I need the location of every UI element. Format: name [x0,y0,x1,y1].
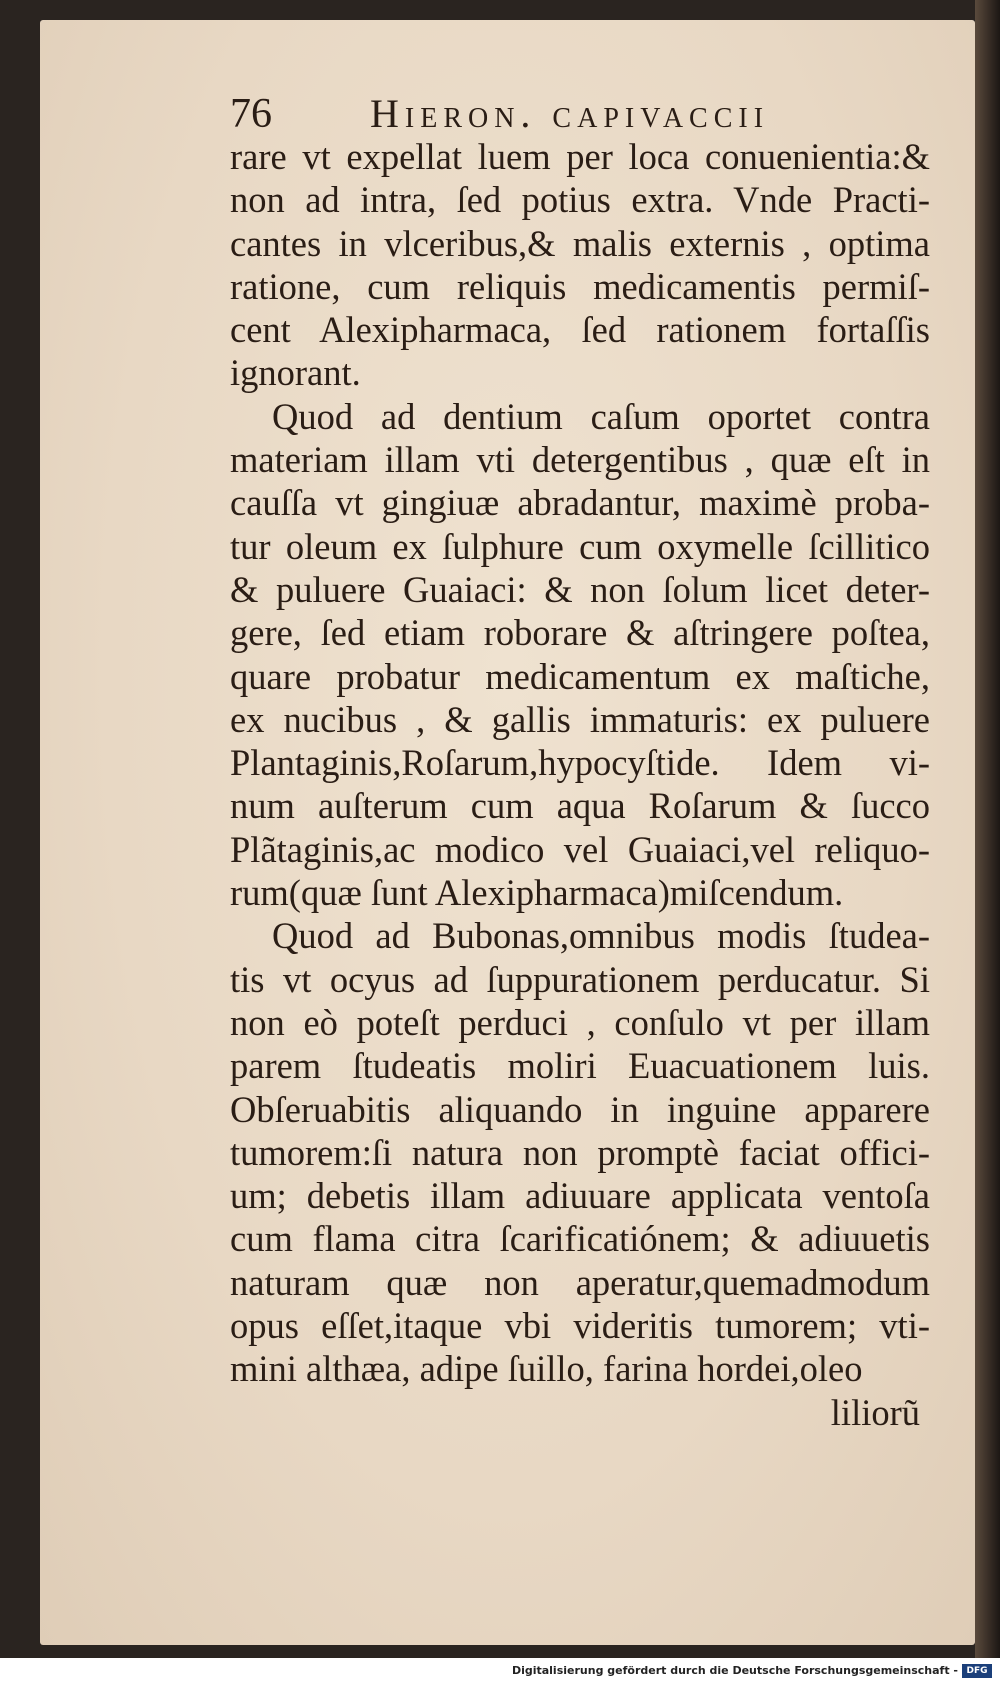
text-line: tis vt ocyus ad ſuppurationem perducatur. Si [230,958,930,1000]
text-line: non ad intra, ſed potius extra. Vnde Practi- [230,179,930,221]
text-line: Plãtaginis,ac modico vel Guaiaci,vel reliquo- [230,828,930,870]
paragraph [230,135,930,395]
text-line: opus eſſet,itaque vbi videritis tumorem; vti- [230,1305,930,1347]
text-line: rum(quæ ſunt Alexipharmaca)miſcendum. [230,872,844,914]
text-line: Quod ad Bubonas,omnibus modis ſtudea- [272,915,930,957]
catchword: liliorũ [830,1391,920,1433]
text-line: parem ſtudeatis moliri Euacuationem luis. [230,1045,930,1087]
text-line: cantes in vlceribus,& malis externis , optima [230,222,930,264]
text-line: & puluere Guaiaci: & non ſolum licet deter- [230,568,930,610]
text-line: Obſeruabitis aliquando in inguine apparere [230,1088,930,1130]
text-line: mini althæa, adipe ſuillo, farina hordei,oleo [230,1348,863,1390]
text-line: ratione, cum reliquis medicamentis permiſ- [230,265,930,307]
text-line: materiam illam vti detergentibus , quæ eſt in [230,439,930,481]
text-line: rare vt expellat luem per loca conuenientia:& [230,136,930,177]
dfg-logo: DFG [962,1664,992,1678]
text-line: non eò poteſt perduci , conſulo vt per illam [230,1001,930,1043]
text-line: Quod ad dentium caſum oportet contra [272,395,930,437]
text-line: cauſſa vt gingiuæ abradantur, maximè proba- [230,482,930,524]
paragraph [230,395,930,915]
text-line: ex nucibus , & gallis immaturis: ex puluere [230,698,930,740]
text-line: quare probatur medicamentum ex maſtiche, [230,655,930,697]
text-line: cum flama citra ſcarificatiónem; & adiuuetis [230,1218,930,1260]
text-line: ignorant. [230,352,361,394]
text-line: num auſterum cum aqua Roſarum & ſucco [230,785,930,827]
text-line: tur oleum ex ſulphure cum oxymelle ſcillitico [230,525,930,567]
book-binding-edge [975,0,1000,1658]
text-line: um; debetis illam adiuuare applicata ventoſa [230,1175,930,1217]
page-number: 76 [230,91,272,137]
text-line: naturam quæ non aperatur,quemadmodum [230,1261,930,1303]
paragraph [230,914,930,1390]
body-text [230,135,930,1434]
running-title: Hieron. capivaccii [370,91,770,136]
text-line: cent Alexipharmaca, ſed rationem fortaſſis [230,309,930,351]
text-line: tumorem:ſi natura non promptè faciat offici- [230,1131,930,1173]
text-line: gere, ſed etiam roborare & aſtringere poſtea, [230,612,930,654]
digitization-credit: Digitalisierung gefördert durch die Deutsche Forschungsgemeinschaft - [511,1664,958,1677]
text-line: Plantaginis,Roſarum,hypocyſtide. Idem vi- [230,742,930,784]
